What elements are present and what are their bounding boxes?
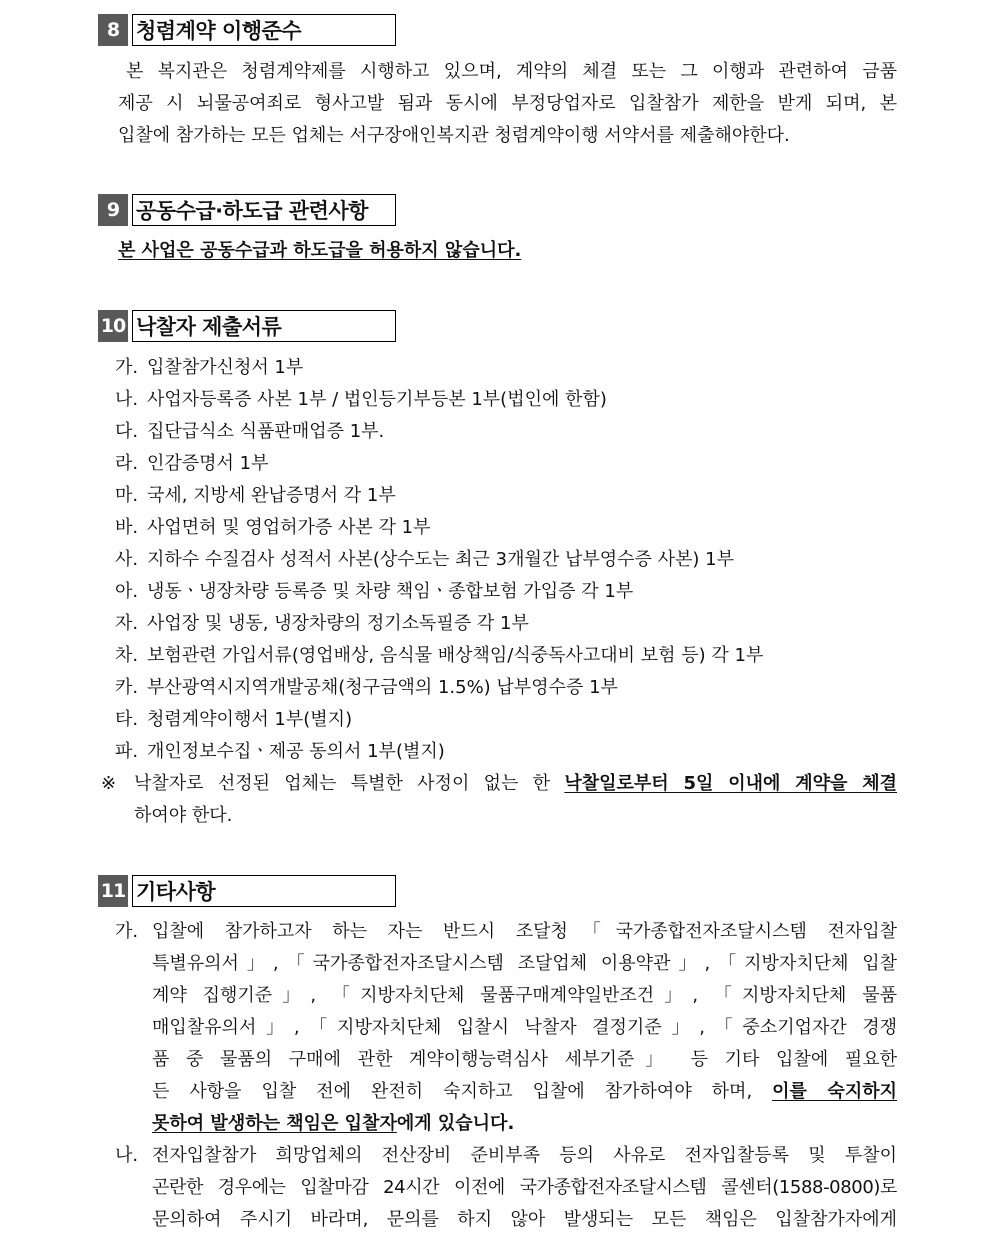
section-title: 기타사항 — [132, 875, 396, 907]
section-11-header — [98, 875, 396, 907]
note-emphasis: 낙찰일로부터 5일 이내에 계약을 체결 — [564, 773, 897, 794]
section-11-item-na — [115, 1140, 897, 1236]
list-item: 파. 개인정보수집ㆍ제공 동의서 1부(별지) — [115, 741, 445, 762]
paragraph-line: 특별유의서」,「국가종합전자조달시스템 조달업체 이용약관」,「지방자치단체 입찰 — [152, 953, 897, 974]
paragraph-line: 제공 시 뇌물공여죄로 형사고발 됨과 동시에 부정당업자로 입찰참가 제한을 받게 되며, 본 — [118, 93, 897, 114]
paragraph-line: 전자입찰참가 희망업체의 전산장비 준비부족 등의 사유로 전자입찰등록 및 투찰이 — [152, 1145, 897, 1166]
item-marker: 나. — [115, 1145, 139, 1166]
paragraph-line — [152, 1108, 897, 1140]
paragraph-line: 든 사항을 입찰 전에 완전히 숙지하고 입찰에 참가하여야 하며, 이를 숙지하지 — [152, 1081, 897, 1102]
section-title: 공동수급·하도급 관련사항 — [132, 194, 396, 226]
paragraph-line: 문의하여 주시기 바라며, 문의를 하지 않아 발생되는 모든 책임은 입찰참가자에게 — [152, 1209, 897, 1230]
section-number: 11 — [98, 875, 128, 907]
section-11-item-ga — [115, 916, 897, 1140]
section-9-header — [98, 194, 396, 226]
note-marker: ※ — [101, 773, 117, 794]
list-item: 다. 집단급식소 식품판매업증 1부. — [115, 421, 385, 442]
section-number: 10 — [98, 310, 128, 342]
paragraph-line: 입찰에 참가하는 모든 업체는 서구장애인복지관 청렴계약이행 서약서를 제출해야한다. — [118, 125, 790, 146]
list-item: 나. 사업자등록증 사본 1부 / 법인등기부등본 1부(법인에 한함) — [115, 389, 607, 410]
paragraph-line: 품 중 물품의 구매에 관한 계약이행능력심사 세부기준」 등 기타 입찰에 필요한 — [152, 1049, 897, 1070]
section-number: 8 — [98, 14, 128, 46]
list-item: 아. 냉동ㆍ냉장차량 등록증 및 차량 책임ㆍ종합보험 가입증 각 1부 — [115, 581, 634, 602]
section-title: 낙찰자 제출서류 — [132, 310, 396, 342]
notice-text: 본 사업은 공동수급과 하도급을 허용하지 않습니다. — [118, 240, 522, 261]
section-9-notice — [118, 235, 897, 267]
section-10-header — [98, 310, 396, 342]
list-item: 사. 지하수 수질검사 성적서 사본(상수도는 최근 3개월간 납부영수증 사본) 1부 — [115, 549, 734, 570]
emphasis-text: 에게 있습니다. — [396, 1113, 515, 1134]
list-item: 마. 국세, 지방세 완납증명서 각 1부 — [115, 485, 396, 506]
section-10-note — [101, 768, 897, 832]
section-number: 9 — [98, 194, 128, 226]
paragraph-line: 본 복지관은 청렴계약제를 시행하고 있으며, 계약의 체결 또는 그 이행과 관련하여 금품 — [126, 61, 897, 82]
paragraph-line: 매입찰유의서」,「지방자치단체 입찰시 낙찰자 결정기준」,「중소기업자간 경쟁 — [152, 1017, 897, 1038]
list-item: 카. 부산광역시지역개발공채(청구금액의 1.5%) 납부영수증 1부 — [115, 677, 618, 698]
paragraph-line: 입찰에 참가하고자 하는 자는 반드시 조달청「국가종합전자조달시스템 전자입찰 — [152, 921, 897, 942]
item-marker: 가. — [115, 921, 139, 942]
section-8-paragraph — [118, 56, 897, 152]
emphasis-text: 이를 숙지하지 — [772, 1081, 897, 1102]
section-8-header — [98, 14, 396, 46]
list-item: 가. 입찰참가신청서 1부 — [115, 357, 304, 378]
note-line: 하여야 한다. — [134, 805, 233, 826]
note-line: 낙찰자로 선정된 업체는 특별한 사정이 없는 한 낙찰일로부터 5일 이내에 계약을 체결 — [134, 773, 897, 794]
list-item: 바. 사업면허 및 영업허가증 사본 각 1부 — [115, 517, 431, 538]
required-documents-list — [115, 352, 897, 768]
list-item: 타. 청렴계약이행서 1부(별지) — [115, 709, 353, 730]
emphasis-text: 못하여 발생하는 책임은 입찰자 — [152, 1113, 397, 1134]
paragraph-line: 곤란한 경우에는 입찰마감 24시간 이전에 국가종합전자조달시스템 콜센터(1588-0800)로 — [152, 1177, 897, 1198]
list-item: 라. 인감증명서 1부 — [115, 453, 269, 474]
paragraph-line: 계약 집행기준」, 「지방자치단체 물품구매계약일반조건」, 「지방자치단체 물품 — [152, 985, 897, 1006]
list-item: 차. 보험관련 가입서류(영업배상, 음식물 배상책임/식중독사고대비 보험 등) 각 1부 — [115, 645, 764, 666]
section-title: 청렴계약 이행준수 — [132, 14, 396, 46]
list-item: 자. 사업장 및 냉동, 냉장차량의 정기소독필증 각 1부 — [115, 613, 529, 634]
